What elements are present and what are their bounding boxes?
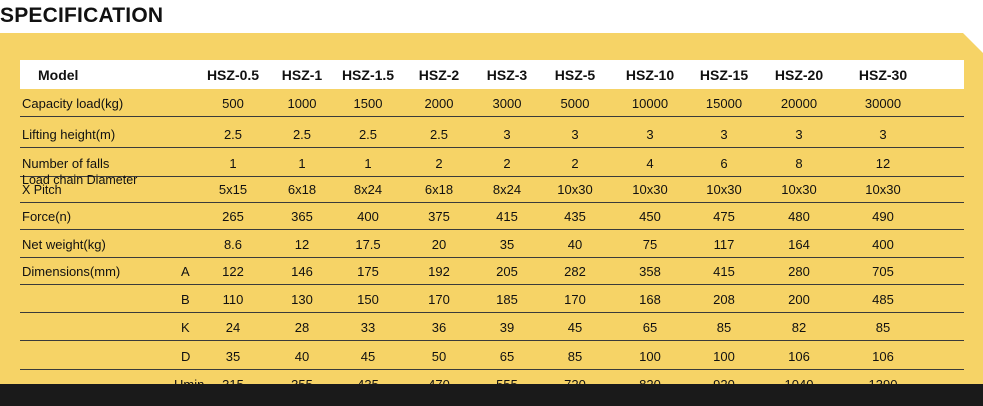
table-cell: 117 bbox=[713, 236, 735, 252]
table-cell: 164 bbox=[788, 236, 810, 252]
table-cell: 192 bbox=[428, 263, 450, 279]
model-column-header: HSZ-10 bbox=[625, 66, 675, 83]
table-cell: 130 bbox=[291, 291, 313, 307]
table-cell: 28 bbox=[294, 319, 310, 335]
table-cell: 15000 bbox=[705, 95, 743, 111]
table-row bbox=[20, 120, 964, 148]
model-column-header: HSZ-2 bbox=[418, 66, 460, 83]
table-cell: 40 bbox=[294, 348, 310, 364]
table-cell: 208 bbox=[713, 291, 735, 307]
table-cell: 358 bbox=[639, 263, 661, 279]
row-label: Capacity load(kg) bbox=[22, 95, 124, 111]
table-cell: 6x18 bbox=[424, 181, 454, 197]
dimension-sublabel: A bbox=[181, 263, 190, 279]
table-cell: 400 bbox=[872, 236, 894, 252]
table-cell: 85 bbox=[875, 319, 891, 335]
model-column-header: HSZ-30 bbox=[858, 66, 908, 83]
table-cell: 106 bbox=[788, 348, 810, 364]
table-cell: 175 bbox=[357, 263, 379, 279]
table-cell: 400 bbox=[357, 208, 379, 224]
table-cell: 5x15 bbox=[218, 181, 248, 197]
table-cell: 10000 bbox=[631, 95, 669, 111]
table-cell: 3 bbox=[879, 126, 887, 142]
table-cell: 65 bbox=[499, 348, 515, 364]
table-row bbox=[20, 175, 964, 203]
table-cell: 1500 bbox=[353, 95, 383, 111]
table-cell: 3000 bbox=[492, 95, 522, 111]
row-divider bbox=[20, 147, 964, 148]
table-cell: 475 bbox=[713, 208, 735, 224]
table-row bbox=[20, 202, 964, 230]
model-label: Model bbox=[38, 66, 79, 83]
table-cell: 200 bbox=[788, 291, 810, 307]
table-cell: 485 bbox=[872, 291, 894, 307]
row-label bbox=[22, 175, 137, 203]
table-cell: 205 bbox=[496, 263, 518, 279]
table-cell: 3 bbox=[503, 126, 511, 142]
table-header-row bbox=[20, 60, 964, 89]
table-cell: 85 bbox=[716, 319, 732, 335]
dimension-sublabel: B bbox=[181, 291, 190, 307]
table-cell: 50 bbox=[431, 348, 447, 364]
table-cell: 150 bbox=[357, 291, 379, 307]
table-cell: 1 bbox=[229, 155, 237, 171]
table-cell: 4 bbox=[646, 155, 654, 171]
dimension-sublabel: K bbox=[181, 319, 190, 335]
table-cell: 2.5 bbox=[292, 126, 312, 142]
table-cell: 2 bbox=[571, 155, 579, 171]
table-row bbox=[20, 285, 964, 313]
table-cell: 17.5 bbox=[355, 236, 381, 252]
table-cell: 2000 bbox=[424, 95, 454, 111]
table-cell: 110 bbox=[222, 291, 244, 307]
table-cell: 415 bbox=[713, 263, 735, 279]
table-cell: 1 bbox=[364, 155, 372, 171]
table-cell: 375 bbox=[428, 208, 450, 224]
table-cell: 146 bbox=[291, 263, 313, 279]
model-column-header: HSZ-1 bbox=[281, 66, 323, 83]
table-row bbox=[20, 342, 964, 370]
table-cell: 12 bbox=[294, 236, 310, 252]
table-cell: 100 bbox=[713, 348, 735, 364]
table-cell: 106 bbox=[872, 348, 894, 364]
table-cell: 2 bbox=[503, 155, 511, 171]
table-cell: 35 bbox=[499, 236, 515, 252]
table-cell: 8.6 bbox=[223, 236, 243, 252]
table-cell: 30000 bbox=[864, 95, 902, 111]
table-cell: 3 bbox=[720, 126, 728, 142]
table-cell: 33 bbox=[360, 319, 376, 335]
table-cell: 705 bbox=[872, 263, 894, 279]
row-label: Dimensions(mm) bbox=[22, 263, 121, 279]
table-cell: 45 bbox=[567, 319, 583, 335]
row-divider bbox=[20, 340, 964, 341]
row-label: Net weight(kg) bbox=[22, 236, 106, 252]
table-cell: 10x30 bbox=[781, 181, 817, 197]
table-cell: 170 bbox=[564, 291, 586, 307]
table-cell: 20 bbox=[431, 236, 447, 252]
table-cell: 10x30 bbox=[865, 181, 901, 197]
table-cell: 39 bbox=[499, 319, 515, 335]
model-column-header: HSZ-3 bbox=[486, 66, 528, 83]
table-cell: 6x18 bbox=[287, 181, 317, 197]
table-cell: 365 bbox=[291, 208, 313, 224]
table-cell: 1 bbox=[298, 155, 306, 171]
table-cell: 500 bbox=[222, 95, 244, 111]
table-row bbox=[20, 89, 964, 117]
table-cell: 20000 bbox=[780, 95, 818, 111]
page-heading: SPECIFICATION bbox=[0, 4, 164, 27]
table-cell: 122 bbox=[222, 263, 244, 279]
model-column-header: HSZ-15 bbox=[699, 66, 749, 83]
row-label-line: Load chain Diameter bbox=[22, 173, 138, 187]
row-label: Number of falls bbox=[22, 155, 110, 171]
table-cell: 85 bbox=[567, 348, 583, 364]
table-cell: 282 bbox=[564, 263, 586, 279]
table-cell: 2.5 bbox=[429, 126, 449, 142]
table-row bbox=[20, 230, 964, 258]
table-cell: 45 bbox=[360, 348, 376, 364]
table-cell: 3 bbox=[795, 126, 803, 142]
row-label-line: X Pitch bbox=[22, 183, 62, 197]
table-cell: 40 bbox=[567, 236, 583, 252]
table-cell: 6 bbox=[720, 155, 728, 171]
table-cell: 8x24 bbox=[353, 181, 383, 197]
table-cell: 168 bbox=[639, 291, 661, 307]
table-cell: 5000 bbox=[560, 95, 590, 111]
table-cell: 185 bbox=[496, 291, 518, 307]
table-cell: 65 bbox=[642, 319, 658, 335]
table-cell: 10x30 bbox=[632, 181, 668, 197]
table-cell: 490 bbox=[872, 208, 894, 224]
table-cell: 3 bbox=[571, 126, 579, 142]
table-row bbox=[20, 313, 964, 341]
table-cell: 35 bbox=[225, 348, 241, 364]
table-cell: 75 bbox=[642, 236, 658, 252]
table-cell: 82 bbox=[791, 319, 807, 335]
table-cell: 8x24 bbox=[492, 181, 522, 197]
table-cell: 2.5 bbox=[358, 126, 378, 142]
table-cell: 1000 bbox=[287, 95, 317, 111]
bottom-bar bbox=[0, 384, 983, 406]
table-cell: 100 bbox=[639, 348, 661, 364]
table-row bbox=[20, 149, 964, 177]
model-column-header: HSZ-20 bbox=[774, 66, 824, 83]
row-label: Lifting height(m) bbox=[22, 126, 116, 142]
row-label: Force(n) bbox=[22, 208, 72, 224]
table-cell: 12 bbox=[875, 155, 891, 171]
row-divider bbox=[20, 116, 964, 117]
model-column-header: HSZ-1.5 bbox=[341, 66, 395, 83]
table-cell: 2.5 bbox=[223, 126, 243, 142]
table-cell: 10x30 bbox=[706, 181, 742, 197]
table-cell: 2 bbox=[435, 155, 443, 171]
table-cell: 280 bbox=[788, 263, 810, 279]
table-cell: 10x30 bbox=[557, 181, 593, 197]
table-cell: 415 bbox=[496, 208, 518, 224]
table-cell: 36 bbox=[431, 319, 447, 335]
table-cell: 24 bbox=[225, 319, 241, 335]
table-cell: 170 bbox=[428, 291, 450, 307]
model-column-header: HSZ-0.5 bbox=[206, 66, 260, 83]
table-row bbox=[20, 257, 964, 285]
table-cell: 450 bbox=[639, 208, 661, 224]
table-cell: 480 bbox=[788, 208, 810, 224]
dimension-sublabel: D bbox=[181, 348, 191, 364]
table-cell: 8 bbox=[795, 155, 803, 171]
model-column-header: HSZ-5 bbox=[554, 66, 596, 83]
table-cell: 3 bbox=[646, 126, 654, 142]
table-cell: 435 bbox=[564, 208, 586, 224]
table-cell: 265 bbox=[222, 208, 244, 224]
